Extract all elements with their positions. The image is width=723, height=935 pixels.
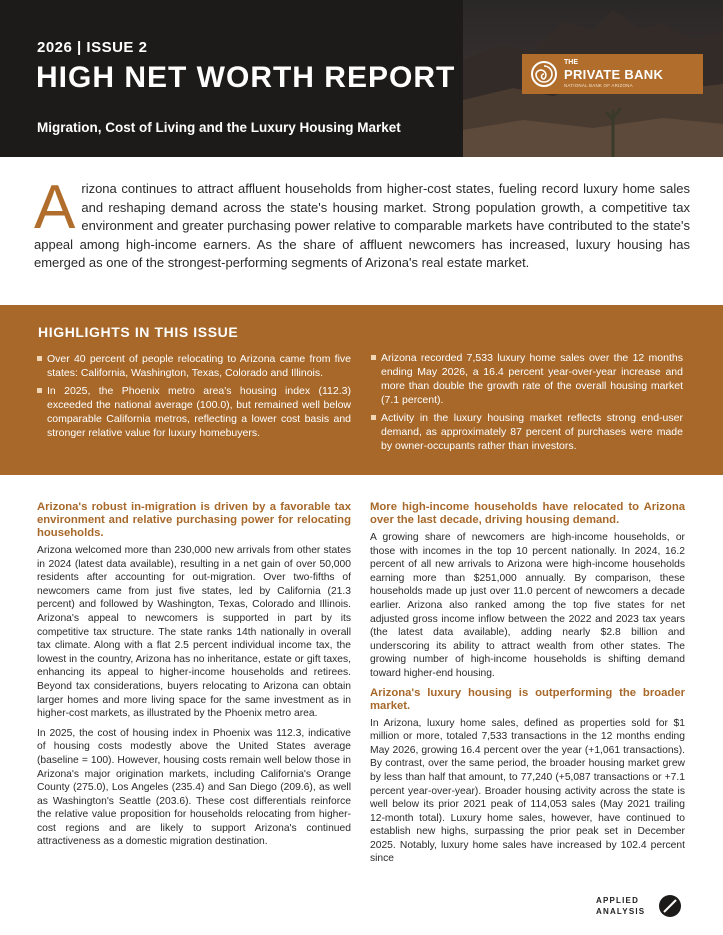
highlight-item: [371, 411, 683, 453]
square-bullet-icon: [371, 415, 381, 420]
highlights-right-column: [371, 351, 683, 457]
body-paragraph: In 2025, the cost of housing index in Phoenix was 112.3, indicative of housing costs modestly above the United States average (baseline = 100). However, housing costs remain well below those in Arizona's major origination markets, including California's Orange County (275.0), Los Angeles (235.4) and San Diego (209.6), as well as Washington's Seattle (203.6). These cost differentials reinforce the relative value proposition for households relocating from higher-cost regions and are likely to support Arizona's continued attractiveness as a domestic migration destination.: [37, 727, 351, 848]
highlight-text: Arizona recorded 7,533 luxury home sales over the 12 months ending May 2026, a 16.4 percent year-over-year increase and more than double the growth rate of the overall housing market (7.1 percent).: [381, 352, 683, 406]
spiral-icon: [530, 60, 558, 88]
body-paragraph: Arizona welcomed more than 230,000 new arrivals from other states in 2024 (latest data available), resulting in a net gain of over 50,000 residents after accounting for out-migration. Over two-fifths of newcomers came from just five states, led by California (21.3 percent) and followed by Washington, Texas, Colorado and Illinois. Arizona's appeal to newcomers is supported in part by its competitive tax structure. The state ranks 14th nationally in overall tax climate. Along with a flat 2.5 percent individual income tax, the lowest in the country, Arizona has no inheritance, estate or gift taxes, enhancing its appeal to higher-income households and retirees. Beyond tax considerations, buyers relocating to Arizona can obtain larger homes and more living space for the same investment as in higher-cost markets, as illustrated by the Phoenix metro area.: [37, 545, 351, 720]
left-article-column: [37, 501, 351, 855]
section-heading: More high-income households have relocated to Arizona over the last decade, driving housing demand.: [370, 501, 685, 526]
bank-name: PRIVATE BANK: [564, 67, 664, 82]
issue-label: 2026 | ISSUE 2: [37, 39, 148, 56]
report-title: HIGH NET WORTH REPORT: [36, 61, 456, 94]
logo-line-1: APPLIED: [596, 896, 640, 905]
highlight-text: Over 40 percent of people relocating to Arizona came from five states: California, Washington, Texas, Colorado and Illinois.: [47, 353, 351, 379]
report-header: [0, 0, 723, 157]
body-paragraph: A growing share of newcomers are high-income households, or those with incomes in the top 10 percent nationally. In 2024, 16.2 percent of all new arrivals to Arizona were high-income households earning more than $251,000 annually. By comparison, these households made up just over 11.0 percent of newcomers a decade earlier. Arizona also ranked among the top five states for net adjusted gross income inflow between the 2022 and 2023 tax years (the latest data available), adding nearly $2.8 billion and underscoring its ability to attract wealth from other states. The growing number of high-income households is shifting demand toward higher-end housing.: [370, 532, 685, 679]
square-bullet-icon: [371, 355, 381, 360]
right-article-column: [370, 501, 685, 872]
intro-paragraph: [34, 173, 690, 273]
highlight-text: In 2025, the Phoenix metro area's housing index (112.3) exceeded the national average (100.0), but remained well below comparable California metros, reflecting a lower cost basis and stronger relative value for luxury homebuyers.: [47, 385, 351, 439]
intro-text: rizona continues to attract affluent households from higher-cost states, fueling record luxury home sales and reshaping demand across the state's housing market. Strong population growth, a competitive tax environment and greater purchasing power relative to comparable markets have contributed to the state's appeal among high-income earners. As the share of affluent newcomers has increased, luxury housing has emerged as one of the strongest-performing segments of Arizona's real estate market.: [34, 181, 690, 270]
square-bullet-icon: [37, 356, 47, 361]
highlights-title: HIGHLIGHTS IN THIS ISSUE: [38, 324, 239, 340]
highlight-text: Activity in the luxury housing market reflects strong end-user demand, as approximately 87 percent of purchases were made by owner-occupants rather than investors.: [381, 412, 683, 452]
highlight-item: [371, 351, 683, 407]
logo-line-2: ANALYSIS: [596, 907, 646, 916]
private-bank-logo: [522, 54, 703, 94]
slash-circle-icon: [658, 894, 682, 918]
square-bullet-icon: [37, 388, 47, 393]
highlight-item: [37, 352, 351, 380]
applied-analysis-logo: [596, 894, 686, 924]
bank-subtitle: NATIONAL BANK OF ARIZONA: [564, 83, 633, 88]
drop-cap: A: [34, 173, 76, 242]
section-heading: Arizona's luxury housing is outperforming the broader market.: [370, 686, 685, 712]
bank-the-label: THE: [564, 59, 578, 66]
highlights-left-column: [37, 352, 351, 444]
body-paragraph: In Arizona, luxury home sales, defined as properties sold for $1 million or more, totaled 7,533 transactions in the 12 months ending May 2026, growing 16.4 percent over the year (+1,061 transactions). By contrast, over the same period, the broader housing market grew by less than half that amount, to 77,240 (+5,087 transactions or +7.1 percent year-over-year). Broader housing activity across the state is well below its prior 2021 peak of 114,053 sales (May 2021 trailing 12-month total). Luxury home sales, however, have continued to establish new highs, surpassing the prior peak set in December 2025. Notably, luxury home sales have increased by 102.4 percent since: [370, 717, 685, 865]
highlights-box: [0, 305, 723, 475]
highlight-item: [37, 384, 351, 440]
report-subtitle: Migration, Cost of Living and the Luxury Housing Market: [37, 120, 401, 135]
section-heading: Arizona's robust in-migration is driven by a favorable tax environment and relative purchasing power for relocating households.: [37, 501, 351, 539]
